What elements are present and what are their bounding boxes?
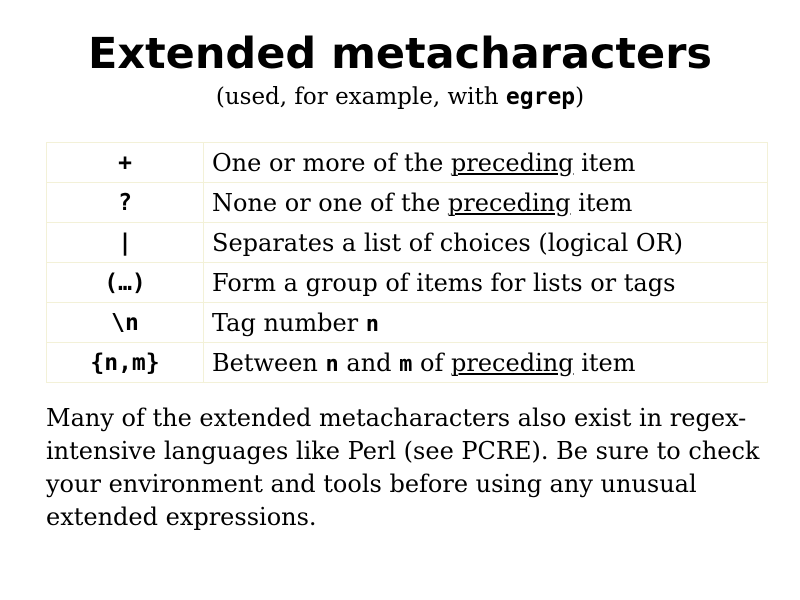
metacharacter-description (204, 263, 768, 303)
code-text: m (399, 351, 413, 377)
underlined-text: preceding (447, 188, 571, 217)
description-text: One or more of the (212, 148, 451, 177)
table-row (47, 183, 768, 223)
subtitle-command: egrep (505, 84, 576, 110)
description-text: None or one of the (212, 188, 448, 217)
description-text: Separates a list of choices (logical OR) (212, 228, 684, 257)
metacharacter-description (204, 343, 768, 383)
table-row (47, 223, 768, 263)
slide-title: Extended metacharacters (87, 29, 713, 79)
description-text: of (412, 348, 452, 377)
subtitle-prefix: (used, for example, with (215, 84, 506, 110)
metacharacter-table (46, 142, 768, 383)
metacharacter-symbol: {n,m} (47, 343, 204, 383)
note-paragraph: Many of the extended metacharacters also exist in regex-intensive languages like Perl (see PCRE). Be sure to check your environment and tools before using any unusual extended expressions. (46, 404, 760, 531)
metacharacter-symbol: + (47, 143, 204, 183)
description-text: item (570, 188, 633, 217)
metacharacter-symbol: | (47, 223, 204, 263)
subtitle-suffix: ) (575, 84, 585, 110)
description-text: Form a group of items for lists or tags (212, 268, 676, 297)
table-row (47, 343, 768, 383)
code-text: n (325, 351, 339, 377)
metacharacter-table-body (47, 143, 768, 383)
description-text: Between (212, 348, 326, 377)
metacharacter-description (204, 303, 768, 343)
underlined-text: preceding (450, 148, 574, 177)
metacharacter-description (204, 183, 768, 223)
underlined-text: preceding (451, 348, 574, 377)
description-text: item (573, 348, 636, 377)
metacharacter-symbol: \n (47, 303, 204, 343)
metacharacter-description (204, 143, 768, 183)
description-text: Tag number (212, 308, 366, 337)
description-text: item (573, 148, 636, 177)
slide-subtitle (0, 82, 800, 112)
table-row (47, 143, 768, 183)
table-row (47, 263, 768, 303)
metacharacter-description (204, 223, 768, 263)
metacharacter-symbol: (…) (47, 263, 204, 303)
description-text: and (338, 348, 400, 377)
table-row (47, 303, 768, 343)
metacharacter-symbol: ? (47, 183, 204, 223)
code-text: n (365, 311, 380, 337)
